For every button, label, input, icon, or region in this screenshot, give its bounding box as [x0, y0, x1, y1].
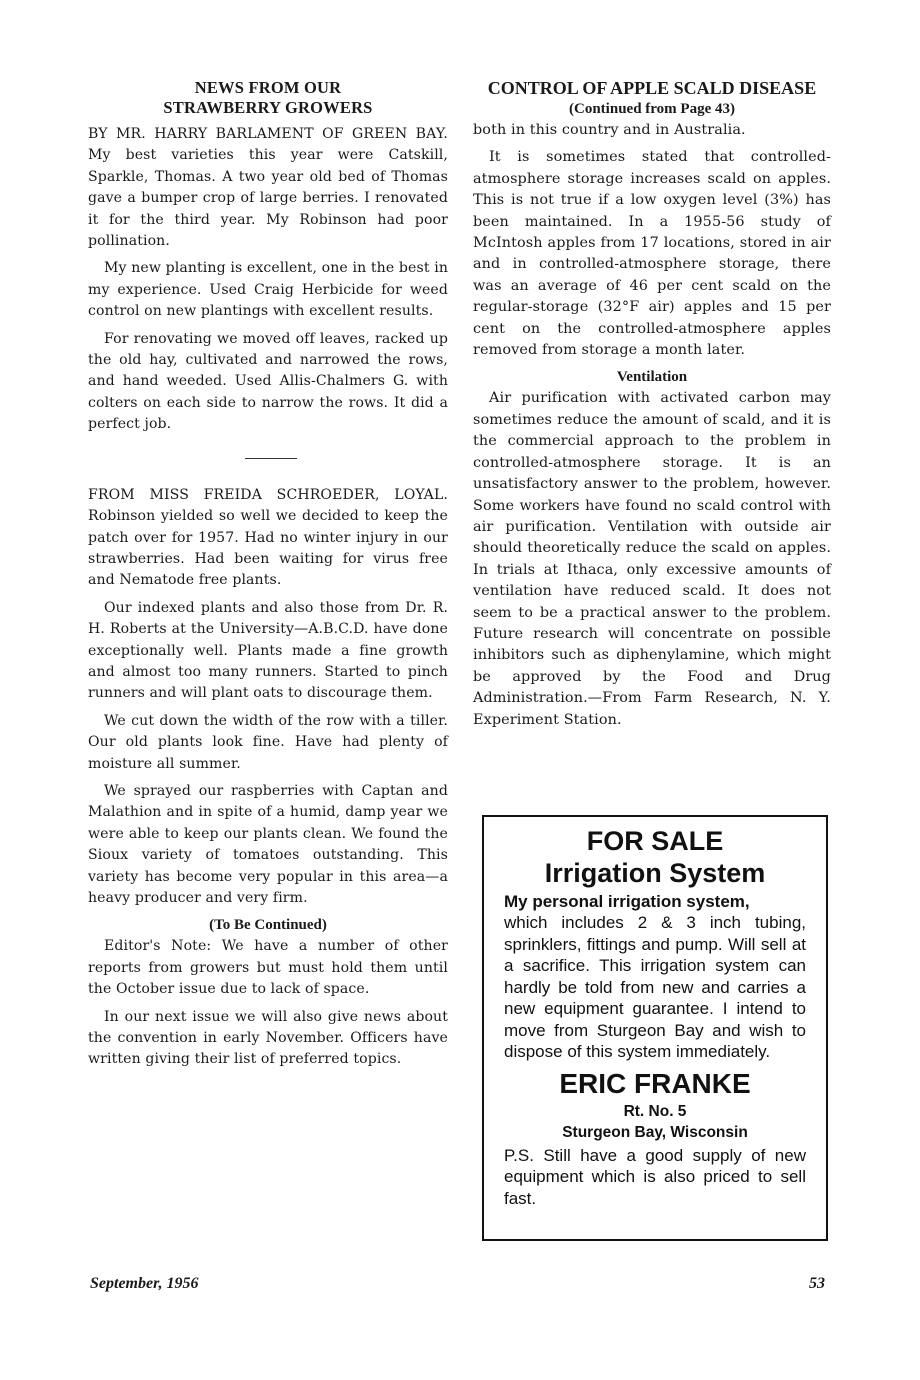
ad-address-line-1: Rt. No. 5 — [623, 1102, 687, 1120]
barlament-paragraph-3: For renovating we moved off leaves, racked up the old hay, cultivated and narrowed the rows, and hand weeded. Used Allis-Chalmers G. with colters on each side to narrow the rows. It did a perfect job. — [88, 330, 448, 433]
ad-body: which includes 2 & 3 inch tubing, sprinklers, fittings and pump. Will sell at a sacrifice. This irrigation system can hardly be told from new and carries a new equipment guarantee. I intend to move from Sturgeon Bay and wish to dispose of this system immediately. — [504, 913, 806, 1061]
schroeder-paragraph-1: FROM MISS FREIDA SCHROEDER, LOYAL. Robinson yielded so well we decided to keep the patch over for 1957. Had no winter injury in our strawberries. Had been waiting for virus free and Nematode free plants. — [88, 486, 448, 589]
barlament-paragraph-2: My new planting is excellent, one in the best in my experience. Used Craig Herbicide for weed control on new plantings with excellent results. — [88, 260, 448, 320]
ventilation-paragraph: Air purification with activated carbon may sometimes reduce the amount of scald, and it is the commercial approach to the problem in controlled-atmosphere storage. It is an unsatisfactory answer to the problem, however. Some workers have found no scald control with air purification. Ventilation with outside air should theoretically reduce the scald on apples. In trials at Ithaca, only excessive amounts of ventilation have reduced scald. It does not seem to be a practical answer to the problem. Future research will concentrate on possible inhibitors such as diphenylamine, which might be approved by the Food and Drug Administration.—From Farm Research, N. Y. Experiment Station. — [473, 390, 831, 728]
issue-date: September, 1956 — [90, 1275, 199, 1292]
for-sale-advertisement — [482, 815, 828, 1241]
ad-seller-name: ERIC FRANKE — [559, 1067, 751, 1099]
headline-line-2: STRAWBERRY GROWERS — [163, 98, 373, 117]
schroeder-paragraph-4: We sprayed our raspberries with Captan and Malathion and in spite of a humid, damp year we were able to keep our plants clean. We found the Sioux variety of tomatoes outstanding. This variety has become very popular in this area—a heavy producer and very firm. — [88, 782, 448, 906]
scald-paragraph-2: It is sometimes stated that controlled-atmosphere storage increases scald on apples. This is not true if a low oxygen level (3%) has been maintained. In a 1955-56 study of McIntosh apples from 17 locations, stored in air and in controlled-atmosphere storage, there was an average of 46 per cent scald on the regular-storage (32°F air) apples and 15 per cent on the controlled-atmosphere apples removed from storage a month later. — [473, 149, 831, 359]
editors-note-paragraph-2: In our next issue we will also give news about the convention in early November. Officers have written giving their list of preferred topics. — [88, 1008, 448, 1068]
section-divider — [245, 458, 297, 459]
scald-paragraph-1: both in this country and in Australia. — [473, 122, 746, 138]
apple-scald-headline: CONTROL OF APPLE SCALD DISEASE — [487, 78, 817, 98]
barlament-paragraph-1: BY MR. HARRY BARLAMENT OF GREEN BAY. My best varieties this year were Catskill, Sparkle, Thomas. A two year old bed of Thomas gave a bumper crop of large berries. I renovated it for the third year. My Robinson had poor pollination. — [88, 126, 448, 250]
ad-title: FOR SALE — [586, 826, 724, 856]
page-number: 53 — [809, 1275, 825, 1292]
right-column — [473, 78, 831, 737]
continued-from-note: (Continued from Page 43) — [569, 101, 735, 117]
to-be-continued: (To Be Continued) — [209, 917, 327, 934]
strawberry-news-headline — [88, 78, 448, 118]
ad-address-line-2: Sturgeon Bay, Wisconsin — [562, 1123, 748, 1141]
editors-note-paragraph-1: Editor's Note: We have a number of other reports from growers but must hold them until the October issue due to lack of space. — [88, 938, 448, 998]
ad-lead: My personal irrigation system, — [504, 892, 750, 911]
schroeder-paragraph-3: We cut down the width of the row with a tiller. Our old plants look fine. Have had plenty of moisture all summer. — [88, 712, 448, 772]
ad-subtitle: Irrigation System — [544, 858, 766, 888]
schroeder-paragraph-2: Our indexed plants and also those from Dr. R. H. Roberts at the University—A.B.C.D. have done exceptionally well. Plants made a fine growth and almost too many runners. Started to pinch runners and will plant oats to discourage them. — [88, 599, 448, 702]
ad-postscript: P.S. Still have a good supply of new equipment which is also priced to sell fast. — [504, 1145, 806, 1208]
ventilation-heading: Ventilation — [616, 369, 688, 386]
left-column — [88, 78, 448, 1077]
headline-line-1: NEWS FROM OUR — [194, 78, 342, 97]
